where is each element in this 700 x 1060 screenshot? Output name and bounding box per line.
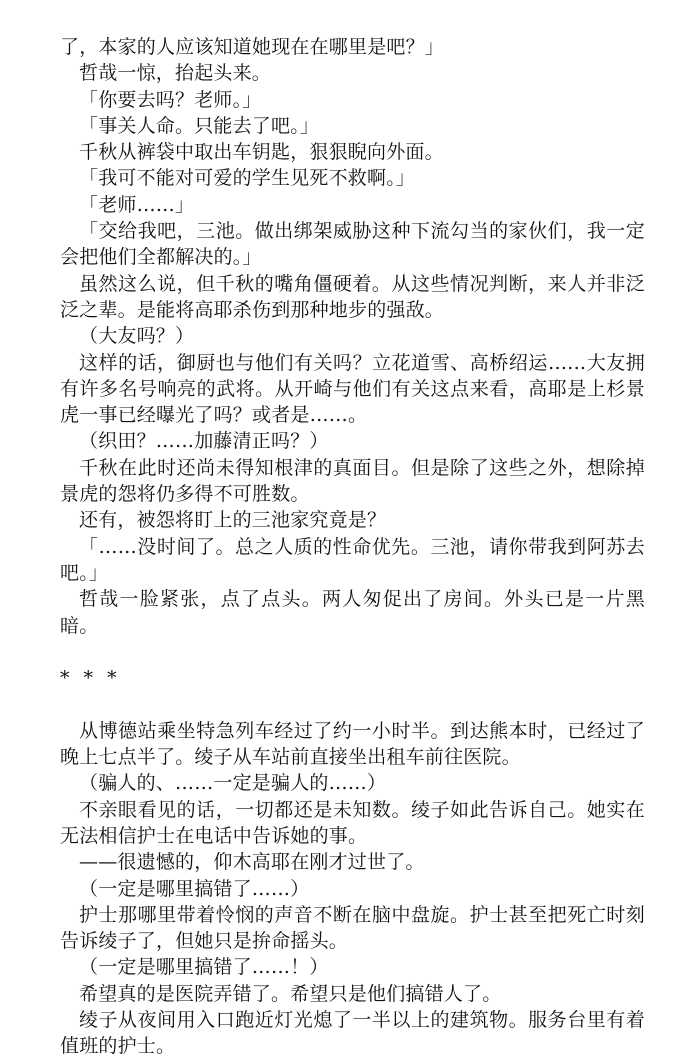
paragraph: 绫子从夜间用入口跑近灯光熄了一半以上的建筑物。服务台里有着值班的护士。	[60, 1008, 645, 1058]
paragraph: 千秋从裤袋中取出车钥匙，狠狠睨向外面。	[79, 141, 444, 164]
paragraph: （大友吗？）	[79, 325, 195, 348]
paragraph: 不亲眼看见的话，一切都还是未知数。绫子如此告诉自己。她实在无法相信护士在电话中告诉她的事。	[60, 798, 645, 847]
paragraph: 希望真的是医院弄错了。希望只是他们搞错人了。	[79, 982, 502, 1005]
paragraph: 千秋在此时还尚未得知根津的真面目。但是除了这些之外，想除掉景虎的怨将仍多得不可胜数。	[60, 456, 645, 506]
paragraph: 还有，被怨将盯上的三池家究竟是？	[79, 509, 387, 532]
blank-line	[60, 639, 645, 665]
paragraph: 哲哉一脸紧张，点了点头。两人匆促出了房间。外头已是一片黑暗。	[60, 588, 645, 637]
paragraph: 「……没时间了。总之人质的性命优先。三池，请你带我到阿苏去吧。」	[60, 535, 645, 584]
paragraph: 「事关人命。只能去了吧。」	[79, 114, 320, 137]
paragraph: 了，本家的人应该知道她现在在哪里是吧？」	[60, 36, 445, 58]
paragraph: （织田？……加藤清正吗？）	[79, 430, 329, 453]
paragraph: 虽然这么说，但千秋的嘴角僵硬着。从这些情况判断，来人并非泛泛之辈。是能将高耶杀伤到那种地步的强敌。	[60, 272, 645, 321]
paragraph: （一定是哪里搞错了……！）	[79, 956, 329, 979]
paragraph: 「我可不能对可爱的学生见死不救啊。」	[79, 167, 416, 190]
paragraph: 「你要去吗？老师。」	[79, 88, 262, 111]
paragraph: （骗人的、……一定是骗人的……）	[79, 772, 387, 795]
section-separator: * * *	[60, 667, 121, 690]
blank-line	[60, 691, 645, 717]
paragraph: 护士那哪里带着怜悯的声音不断在脑中盘旋。护士甚至把死亡时刻告诉绫子了，但她只是拚命摇头。	[60, 903, 645, 953]
document-page	[60, 34, 645, 1060]
paragraph: 这样的话，御厨也与他们有关吗？立花道雪、高桥绍运……大友拥有许多名号响亮的武将。从开崎与他们有关这点来看，高耶是上杉景虎一事已经曝光了吗？或者是……。	[60, 351, 645, 427]
paragraph: 「交给我吧，三池。做出绑架威胁这种下流勾当的家伙们，我一定会把他们全都解决的。」	[60, 220, 645, 269]
paragraph: 从博德站乘坐特急列车经过了约一小时半。到达熊本时，已经过了晚上七点半了。绫子从车站前直接坐出租车前往医院。	[60, 719, 645, 769]
paragraph: 「老师……」	[79, 193, 195, 216]
paragraph: 哲哉一惊，抬起头来。	[79, 62, 272, 85]
paragraph: ——很遗憾的，仰木高耶在刚才过世了。	[79, 851, 425, 874]
paragraph: （一定是哪里搞错了……）	[79, 877, 310, 900]
